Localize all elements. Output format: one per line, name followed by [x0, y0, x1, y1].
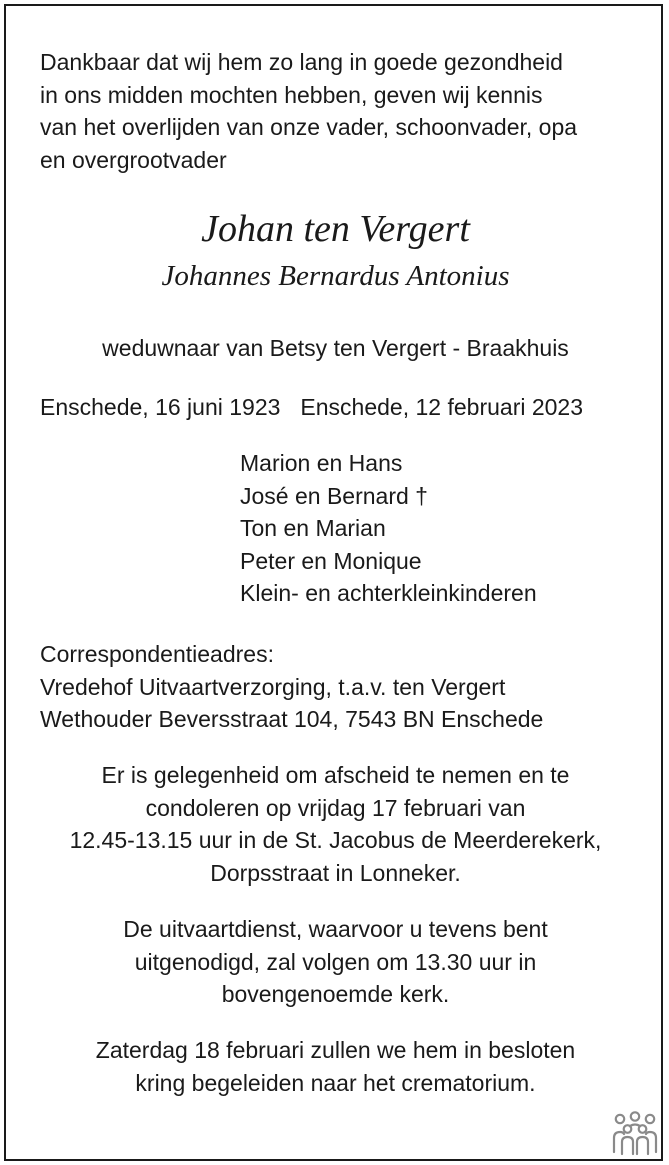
family-member: Marion en Hans — [240, 450, 403, 476]
family-list — [240, 447, 537, 610]
obituary-card — [4, 4, 663, 1161]
family-member: Klein- en achterkleinkinderen — [240, 580, 537, 606]
address-line: Correspondentieadres: — [40, 641, 274, 667]
intro-line: van het overlijden van onze vader, schoonvader, opa — [40, 114, 578, 140]
family-member: Peter en Monique — [240, 547, 422, 574]
service-info — [6, 913, 665, 1011]
family-member: José en Bernard † — [240, 482, 428, 509]
address-line: Vredehof Uitvaartverzorging, t.a.v. ten Vergert — [40, 673, 506, 700]
condolence-line: Dorpsstraat in Lonneker. — [210, 859, 461, 886]
cremation-info — [6, 1034, 665, 1099]
intro-line: in ons midden mochten hebben, geven wij kennis — [40, 81, 543, 108]
cremation-line: Zaterdag 18 februari zullen we hem in besloten — [95, 1037, 576, 1063]
birth-date: Enschede, 16 juni 1923 — [40, 394, 281, 420]
people-group-icon — [610, 1110, 660, 1156]
condolence-info — [6, 759, 665, 889]
correspondence-address — [40, 638, 543, 736]
service-line: De uitvaartdienst, waarvoor u tevens bent — [123, 916, 548, 942]
intro-line: en overgrootvader — [40, 146, 227, 173]
service-line: bovengenoemde kerk. — [221, 981, 450, 1007]
deceased-full-name: Johannes Bernardus Antonius — [161, 260, 510, 292]
widower-line: weduwnaar van Betsy ten Vergert - Braakhuis — [102, 335, 569, 361]
address-line: Wethouder Beversstraat 104, 7543 BN Enschede — [40, 706, 544, 732]
intro-line: Dankbaar dat wij hem zo lang in goede gezondheid — [40, 49, 563, 75]
condolence-line: Er is gelegenheid om afscheid te nemen en te — [101, 762, 570, 788]
cremation-line: kring begeleiden naar het crematorium. — [135, 1069, 536, 1096]
condolence-line: 12.45-13.15 uur in de St. Jacobus de Meerderekerk, — [69, 827, 602, 853]
service-line: uitgenodigd, zal volgen om 13.30 uur in — [134, 948, 537, 975]
deceased-name: Johan ten Vergert — [201, 208, 470, 250]
birth-death-dates — [40, 391, 583, 424]
family-member: Ton en Marian — [240, 515, 386, 541]
condolence-line: condoleren op vrijdag 17 februari van — [145, 794, 526, 821]
intro-text — [40, 46, 640, 176]
death-date: Enschede, 12 februari 2023 — [300, 394, 584, 420]
